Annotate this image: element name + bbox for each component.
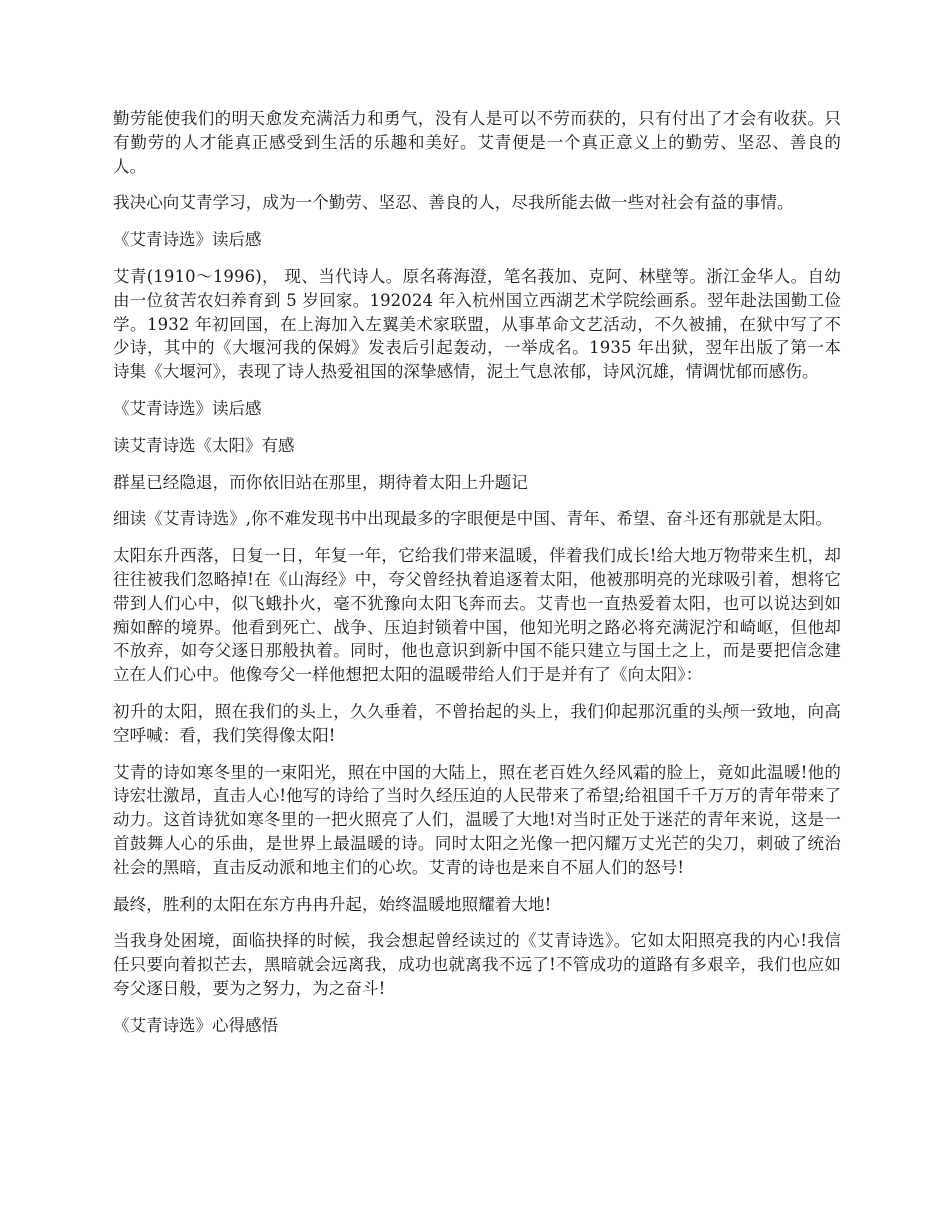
- document-page: [113, 107, 841, 1051]
- paragraph-keywords: 细读《艾青诗选》,你不难发现书中出现最多的字眼便是中国、青年、希望、奋斗还有那就是太阳。: [113, 509, 833, 529]
- paragraph-biography: 艾青(1910～1996)， 现、当代诗人。原名蒋海澄，笔名莪加、克阿、林壁等。浙江金华人。自幼由一位贫苦农妇养育到 5 岁回家。192024 年入杭州国立西湖艺术学院绘画系。翌年赴法国勤工俭学。1932 年初回国，在上海加入左翼美术家联盟，从事革命文艺活动，不久被捕，在狱中写了不少诗，其中的《大堰河我的保姆》发表后引起轰动，一举成名。1935 年出狱，翌年出版了第一本诗集《大堰河》，表现了诗人热爱祖国的深挚感情，泥土气息浓郁，诗风沉雄，情调忧郁而感伤。: [113, 266, 841, 382]
- essay-title-sun: 读艾青诗选《太阳》有感: [113, 435, 295, 455]
- paragraph-epigraph: 群星已经隐退，而你依旧站在那里，期待着太阳上升题记: [113, 472, 528, 492]
- paragraph-victory: 最终，胜利的太阳在东方冉冉升起，始终温暖地照耀着大地!: [113, 894, 552, 914]
- section-heading-insights: 《艾青诗选》心得感悟: [113, 1015, 278, 1035]
- section-heading-review-2: 《艾青诗选》读后感: [113, 398, 262, 418]
- paragraph-resolution: 我决心向艾青学习，成为一个勤劳、坚忍、善良的人，尽我所能去做一些对社会有益的事情。: [113, 193, 794, 213]
- paragraph-poetry-warmth: 艾青的诗如寒冬里的一束阳光，照在中国的大陆上，照在老百姓久经风霜的脸上，竟如此温暖!他的诗宏壮激昂，直击人心!他写的诗给了当时久经压迫的人民带来了希望;给祖国千千万万的青年带来了动力。这首诗犹如寒冬里的一把火照亮了人们，温暖了大地!对当时正处于迷茫的青年来说，这是一首鼓舞人心的乐曲，是世界上最温暖的诗。同时太阳之光像一把闪耀万丈光芒的尖刀，刺破了统治社会的黑暗，直击反动派和地主们的心坎。艾青的诗也是来自不屈人们的怒号!: [113, 762, 841, 877]
- paragraph-sun-kuafu: 太阳东升西落，日复一日，年复一年，它给我们带来温暖，伴着我们成长!给大地万物带来生机，却往往被我们忽略掉!在《山海经》中，夸父曾经执着追逐着太阳，他被那明亮的光球吸引着，想将它带到人们心中，似飞蛾扑火，毫不犹豫向太阳飞奔而去。艾青也一直热爱着太阳，也可以说达到如痴如醉的境界。他看到死亡、战争、压迫封锁着中国，他知光明之路必将充满泥泞和崎岖，但他却不放弃，如夸父逐日那般执着。同时，他也意识到新中国不能只建立与国土之上，而是要把信念建立在人们心中。他像夸父一样他想把太阳的温暖带给人们于是并有了《向太阳》：: [113, 546, 841, 685]
- paragraph-personal-reflection: 当我身处困境，面临抉择的时候，我会想起曾经读过的《艾青诗选》。它如太阳照亮我的内心!我信任只要向着拟芒去，黑暗就会远离我，成功也就离我不远了!不管成功的道路有多艰辛，我们也应如夸父逐日般，要为之努力，为之奋斗!: [113, 931, 841, 998]
- paragraph-diligence: 勤劳能使我们的明天愈发充满活力和勇气，没有人是可以不劳而获的，只有付出了才会有收获。只有勤劳的人才能真正感受到生活的乐趣和美好。艾青便是一个真正意义上的勤劳、坚忍、善良的人。: [113, 109, 841, 176]
- section-heading-review-1: 《艾青诗选》读后感: [113, 230, 262, 250]
- paragraph-poem-quote: 初升的太阳，照在我们的头上，久久垂着，不曾抬起的头上，我们仰起那沉重的头颅一致地，向高空呼喊：看，我们笑得像太阳!: [113, 701, 841, 745]
